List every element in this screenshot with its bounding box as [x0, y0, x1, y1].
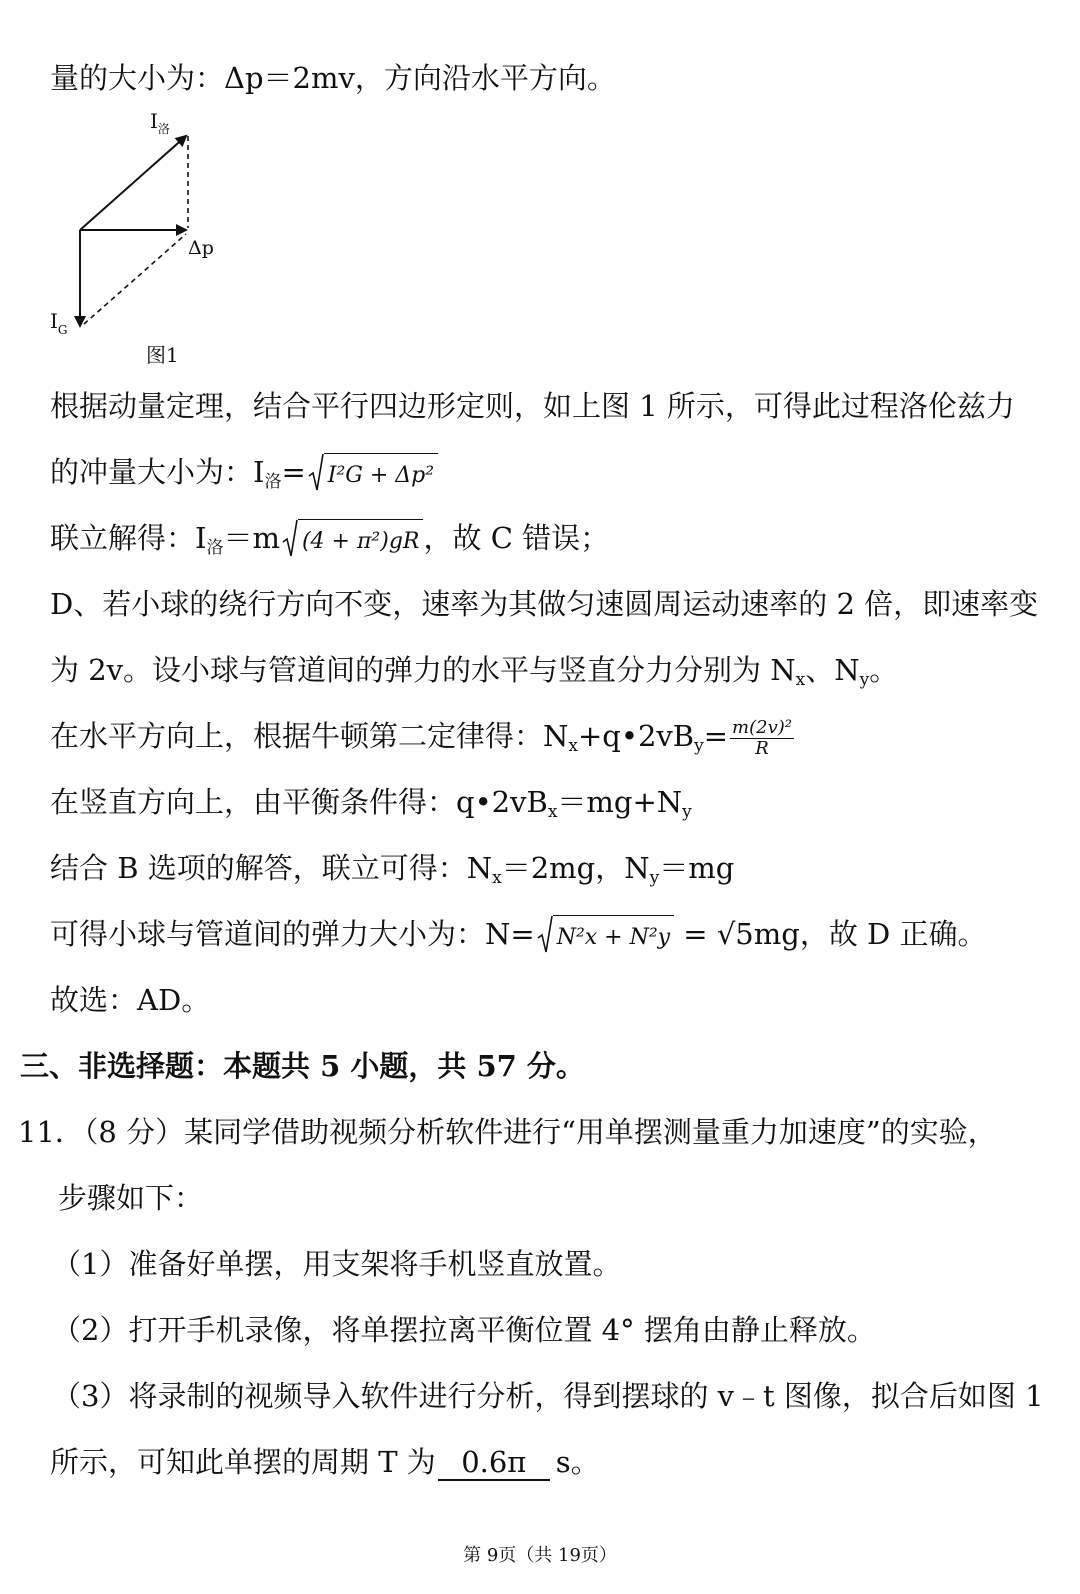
vector-diagram	[40, 108, 240, 368]
text-line: 为 2v。设小球与管道间的弹力的水平与竖直分力分别为 $N_x$、$N_y$。	[50, 653, 899, 690]
text-line: 根据动量定理，结合平行四边形定则，如上图 1 所示，可得此过程洛伦兹力	[50, 389, 1015, 423]
sqrt-expression: I²G + Δp²	[308, 452, 438, 496]
figure-caption: 图1	[146, 343, 179, 367]
text-line: D、若小球的绕行方向不变，速率为其做匀速圆周运动速率的 2 倍，即速率变	[50, 587, 1039, 621]
page-footer: 第 9页（共 19页）	[463, 1545, 617, 1566]
step-2: （2）打开手机录像，将单摆拉离平衡位置 4° 摆角由静止释放。	[52, 1313, 876, 1347]
sqrt-expression: N²x + N²y	[537, 914, 674, 958]
fraction: $\frac{\text{m(2v)²}}{R}$	[732, 716, 792, 759]
text-line: 步骤如下：	[58, 1181, 204, 1215]
question-stem: 11．（8 分）某同学借助视频分析软件进行“用单摆测量重力加速度”的实验，	[18, 1115, 997, 1149]
text-line: 所示，可知此单摆的周期 T 为 0.6π s。	[50, 1445, 600, 1479]
text-line: 故选：AD。	[50, 983, 211, 1017]
label-i-luo: $I_洛$	[150, 109, 170, 136]
answer-blank: 0.6π	[438, 1445, 550, 1481]
impulse-luo-vector	[80, 136, 186, 230]
sqrt-expression: (4 + π²)gR	[282, 518, 424, 562]
text-line: 联立解得：$I_洛=m$ (4 + π²)gR ，故 C 错误；	[50, 518, 609, 568]
section-heading: 三、非选择题：本题共 5 小题，共 57 分。	[20, 1049, 585, 1083]
step-3: （3）将录制的视频导入软件进行分析，得到摆球的 v﹣t 图像，拟合后如图 1	[52, 1379, 1044, 1413]
label-dp: Δp	[188, 237, 214, 259]
text-line: 结合 B 选项的解答，联立可得：$N_x=2mg$，$N_y=mg$	[50, 851, 735, 888]
text-line: 的冲量大小为：$I_洛=$ I²G + Δp²	[50, 452, 438, 502]
text-line: 量的大小为：Δp＝2mv，方向沿水平方向。	[50, 61, 616, 95]
label-ig: $I_G$	[50, 309, 68, 337]
step-1: （1）准备好单摆，用支架将手机竖直放置。	[52, 1247, 622, 1281]
text-line: 可得小球与管道间的弹力大小为：N= N²x + N²y = √5mg，故 D 正确。	[50, 914, 987, 958]
text-line: 在水平方向上，根据牛顿第二定律得：$N_x+q•2vB_y=$ $\frac{\text{m(2v)²}}{R}$	[50, 716, 792, 759]
text-line: 在竖直方向上，由平衡条件得：$q•2vB_x=mg+N_y$	[50, 785, 692, 822]
dashed-diagonal	[84, 234, 186, 324]
